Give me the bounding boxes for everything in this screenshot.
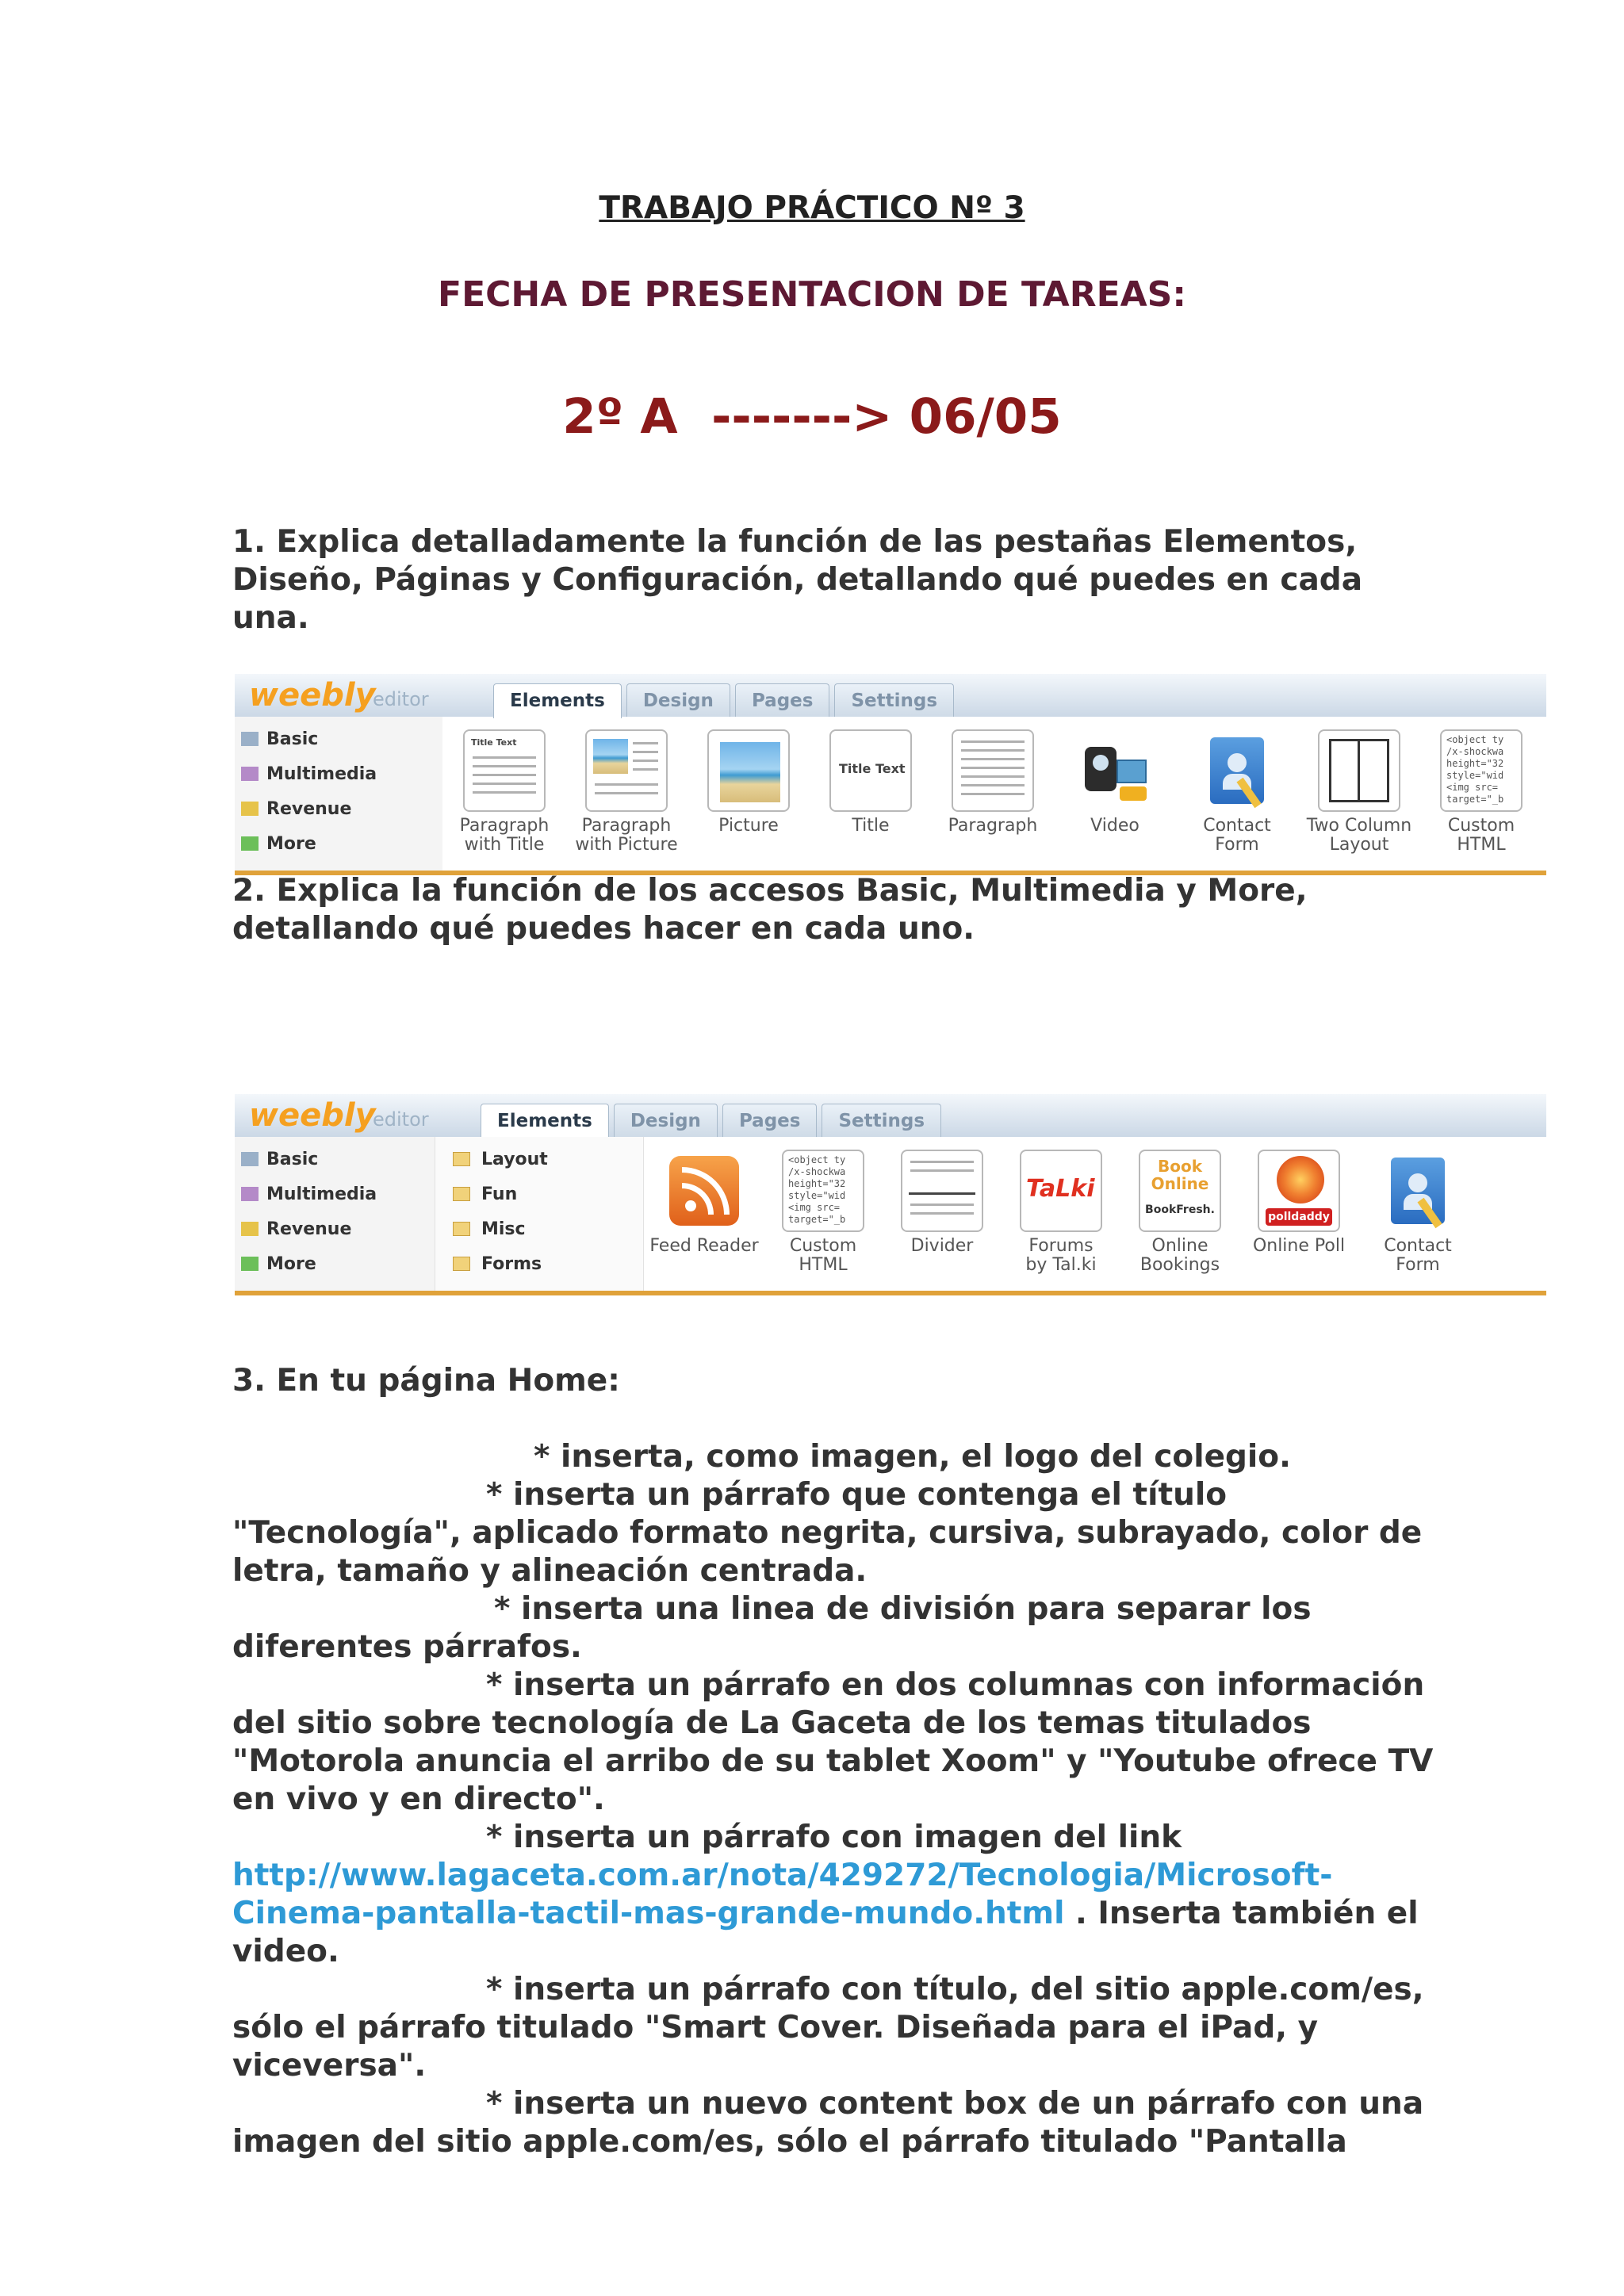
- task-smart-cover: * inserta un párrafo con título, del sitio apple.com/es, sólo el párrafo titulado "Smart Cover. Diseñada para el iPad, y viceversa".: [232, 1972, 1424, 2084]
- basic-icon: [241, 732, 259, 746]
- divider-icon: [901, 1150, 983, 1232]
- custom-html-icon: <object ty /x-shockwa height="32 style="wid <img src= target="_b: [782, 1150, 864, 1232]
- subcategory-layout: Layout: [453, 1150, 548, 1169]
- paragraph-picture-icon: [585, 729, 668, 812]
- editor-sidebar: [235, 1137, 435, 1291]
- sidebar-item-revenue: Revenue: [241, 1219, 351, 1239]
- tab-settings: Settings: [834, 683, 954, 717]
- sidebar-item-more: More: [241, 1254, 316, 1274]
- editor-subcategories: [435, 1137, 644, 1291]
- custom-html-icon: <object ty /x-shockwa height="32 style="wid <img src= target="_b: [1440, 729, 1522, 812]
- sidebar-item-multimedia: Multimedia: [241, 764, 377, 784]
- element-custom-html: <object ty /x-shockwa height="32 style="wid <img src= target="_b Custom HTML: [761, 1150, 885, 1275]
- tab-elements: Elements: [493, 683, 622, 718]
- element-contact-form: Contact Form: [1356, 1150, 1480, 1275]
- more-icon: [241, 1257, 259, 1271]
- sidebar-item-multimedia: Multimedia: [241, 1184, 377, 1204]
- question-1: 1. Explica detalladamente la función de las pestañas Elementos, Diseño, Páginas y Configuración, detallando qué puedes en cada una.: [232, 524, 1363, 636]
- sidebar-item-basic: Basic: [241, 729, 318, 749]
- weebly-logo: weebly: [249, 1097, 376, 1134]
- element-two-column-layout: Two Column Layout: [1297, 729, 1421, 855]
- element-contact-form: Contact Form: [1175, 729, 1299, 855]
- revenue-icon: [241, 1222, 259, 1236]
- element-online-bookings: Book Online BookFresh. Online Bookings: [1118, 1150, 1242, 1275]
- editor-tabs: [481, 1104, 946, 1138]
- task-title-paragraph: * inserta un párrafo que contenga el título "Tecnología", aplicado formato negrita, cursiva, subrayado, color de letra, tamaño y alineación centrada.: [232, 1477, 1423, 1589]
- rss-icon: [663, 1150, 745, 1232]
- polldaddy-icon: polldaddy: [1258, 1150, 1340, 1232]
- deadline-heading: FECHA DE PRESENTACION DE TAREAS:: [438, 274, 1186, 315]
- contact-form-icon: [1196, 729, 1278, 812]
- group-date: 2º A -------> 06/05: [562, 388, 1062, 445]
- element-picture: Picture: [687, 729, 810, 836]
- weebly-editor-screenshot-1: [235, 674, 1546, 875]
- title-icon: Title Text: [829, 729, 912, 812]
- picture-icon: [707, 729, 790, 812]
- bookfresh-icon: Book Online BookFresh.: [1139, 1150, 1221, 1232]
- element-custom-html: <object ty /x-shockwa height="32 style="wid <img src= target="_b Custom HTML: [1419, 729, 1543, 855]
- subcategory-misc: Misc: [453, 1219, 526, 1239]
- tab-settings: Settings: [822, 1104, 941, 1137]
- task-image-link: * inserta un párrafo con imagen del link http://www.lagaceta.com.ar/nota/429272/Tecnologia/Microsoft-Cinema-pantalla-tactil-mas-grande-mundo.html . Inserta también el video.: [232, 1820, 1419, 1969]
- tab-pages: Pages: [735, 683, 830, 717]
- weebly-editor-screenshot-2: [235, 1094, 1546, 1295]
- document-title: TRABAJO PRÁCTICO Nº 3: [599, 190, 1025, 226]
- element-online-poll: polldaddy Online Poll: [1237, 1150, 1361, 1256]
- editor-tabs: [493, 683, 959, 718]
- task-logo: * inserta, como imagen, el logo del colegio.: [534, 1439, 1291, 1475]
- element-video: Video: [1053, 729, 1177, 836]
- sidebar-item-basic: Basic: [241, 1150, 318, 1169]
- editor-header: [235, 1094, 1546, 1137]
- element-paragraph: Paragraph: [931, 729, 1055, 836]
- lagaceta-link[interactable]: http://www.lagaceta.com.ar/nota/429272/Tecnologia/Microsoft-Cinema-pantalla-tactil-mas-grande-mundo.html: [232, 1858, 1333, 1931]
- task-content-box: * inserta un nuevo content box de un párrafo con una imagen del sitio apple.com/es, sólo el párrafo titulado "Pantalla: [232, 2086, 1424, 2160]
- question-3: 3. En tu página Home:: [232, 1363, 620, 1399]
- task-two-columns: * inserta un párrafo en dos columnas con información del sitio sobre tecnología de La Gaceta de los temas titulados "Motorola anuncia el arribo de su tablet Xoom" y "Youtube ofrece TV en vivo y en directo".: [232, 1667, 1434, 1817]
- editor-label: editor: [373, 1108, 429, 1131]
- basic-icon: [241, 1152, 259, 1166]
- sidebar-item-revenue: Revenue: [241, 799, 351, 819]
- question-2: 2. Explica la función de los accesos Basic, Multimedia y More, detallando qué puedes hacer en cada uno.: [232, 873, 1308, 947]
- task-list: [232, 1438, 1438, 2161]
- paragraph-icon: [952, 729, 1034, 812]
- video-icon: [1074, 729, 1156, 812]
- multimedia-icon: [241, 767, 259, 781]
- folder-icon: [453, 1257, 470, 1271]
- revenue-icon: [241, 802, 259, 816]
- more-icon: [241, 836, 259, 851]
- element-feed-reader: Feed Reader: [642, 1150, 766, 1256]
- folder-icon: [453, 1152, 470, 1166]
- folder-icon: [453, 1187, 470, 1201]
- editor-header: [235, 674, 1546, 717]
- element-forums-talki: TaLki Forums by Tal.ki: [999, 1150, 1123, 1275]
- contact-form-icon: [1377, 1150, 1459, 1232]
- two-column-icon: [1318, 729, 1400, 812]
- multimedia-icon: [241, 1187, 259, 1201]
- element-paragraph-with-picture: Paragraph with Picture: [565, 729, 688, 855]
- talki-icon: TaLki: [1020, 1150, 1102, 1232]
- paragraph-title-icon: Title Text: [463, 729, 546, 812]
- folder-icon: [453, 1222, 470, 1236]
- subcategory-forms: Forms: [453, 1254, 542, 1274]
- sidebar-item-more: More: [241, 834, 316, 854]
- editor-sidebar: [235, 717, 442, 871]
- task-divider: * inserta una linea de división para separar los diferentes párrafos.: [232, 1591, 1312, 1665]
- tab-elements: Elements: [481, 1104, 609, 1138]
- tab-design: Design: [614, 1104, 718, 1137]
- weebly-logo: weebly: [249, 677, 376, 714]
- tab-pages: Pages: [722, 1104, 818, 1137]
- editor-label: editor: [373, 688, 429, 710]
- subcategory-fun: Fun: [453, 1184, 517, 1204]
- element-divider: Divider: [880, 1150, 1004, 1256]
- element-paragraph-with-title: Title Text Paragraph with Title: [442, 729, 566, 855]
- tab-design: Design: [626, 683, 730, 717]
- element-title: Title Text Title: [809, 729, 933, 836]
